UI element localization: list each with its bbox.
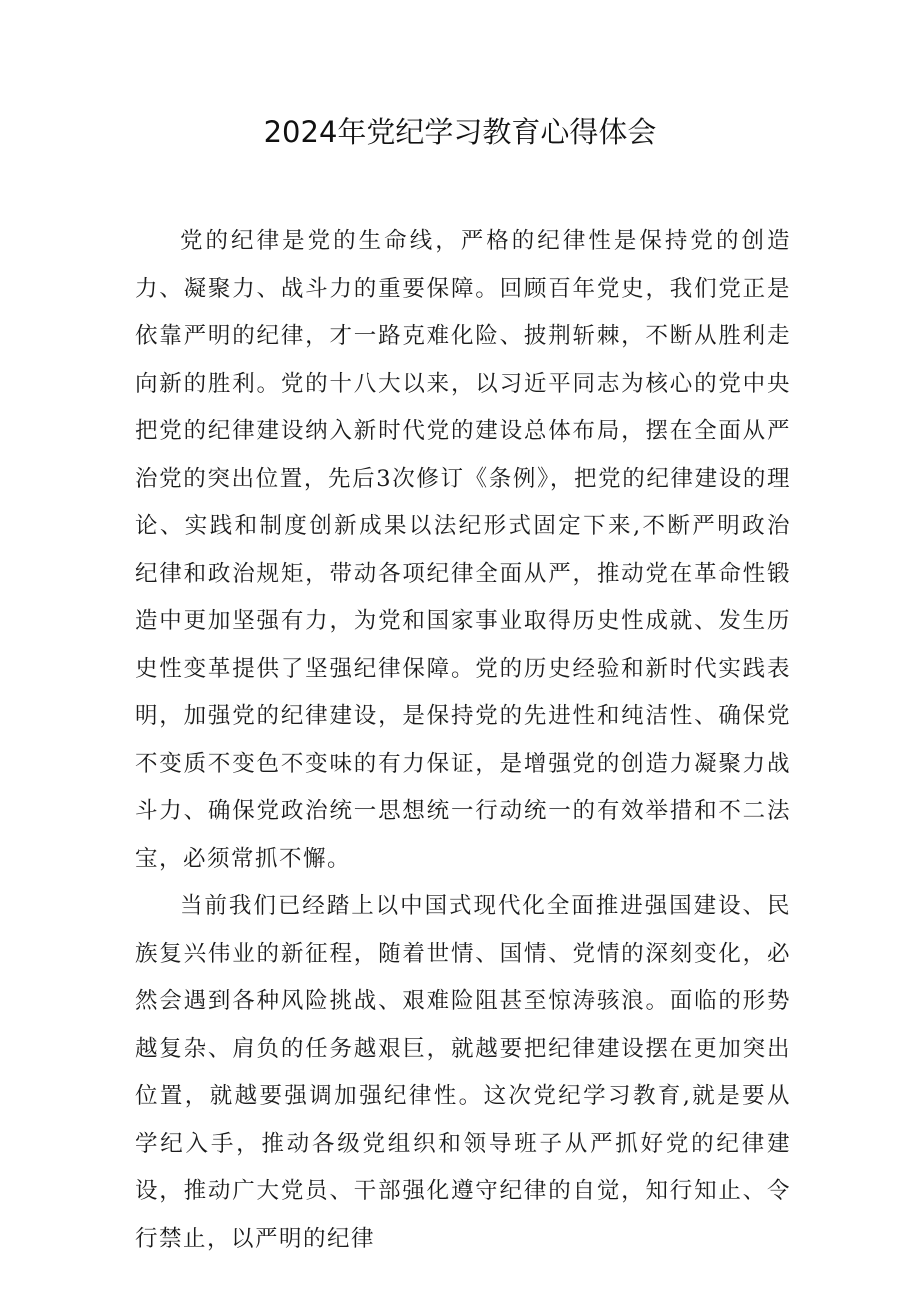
paragraph-2: 当前我们已经踏上以中国式现代化全面推进强国建设、民族复兴伟业的新征程，随着世情、国情、党情的深刻变化，必然会遇到各种风险挑战、艰难险阻甚至惊涛骇浪。面临的形势越复杂、肩负的任务越艰巨，就越要把纪律建设摆在更加突出位置，就越要强调加强纪律性。这次党纪学习教育,就是要从学纪入手，推动各级党组织和领导班子从严抓好党的纪律建设，推动广大党员、干部强化遵守纪律的自觉，知行知止、令行禁止，以严明的纪律 bbox=[135, 893, 791, 1252]
document-title: 2024年党纪学习教育心得体会 bbox=[263, 115, 657, 149]
paragraph-1: 党的纪律是党的生命线，严格的纪律性是保持党的创造力、凝聚力、战斗力的重要保障。回顾百年党史，我们党正是依靠严明的纪律，才一路克难化险、披荆斩棘，不断从胜利走向新的胜利。党的十八大以来，以习近平同志为核心的党中央把党的纪律建设纳入新时代党的建设总体布局，摆在全面从严治党的突出位置，先后3次修订《条例》，把党的纪律建设的理论、实践和制度创新成果以法纪形式固定下来,不断严明政治纪律和政治规矩，带动各项纪律全面从严，推动党在革命性锻造中更加坚强有力，为党和国家事业取得历史性成就、发生历史性变革提供了坚强纪律保障。党的历史经验和新时代实践表明，加强党的纪律建设，是保持党的先进性和纯洁性、确保党不变质不变色不变味的有力保证，是增强党的创造力凝聚力战斗力、确保党政治统一思想统一行动统一的有效举措和不二法宝，必须常抓不懈。 bbox=[135, 228, 791, 872]
document-body bbox=[135, 218, 791, 1263]
